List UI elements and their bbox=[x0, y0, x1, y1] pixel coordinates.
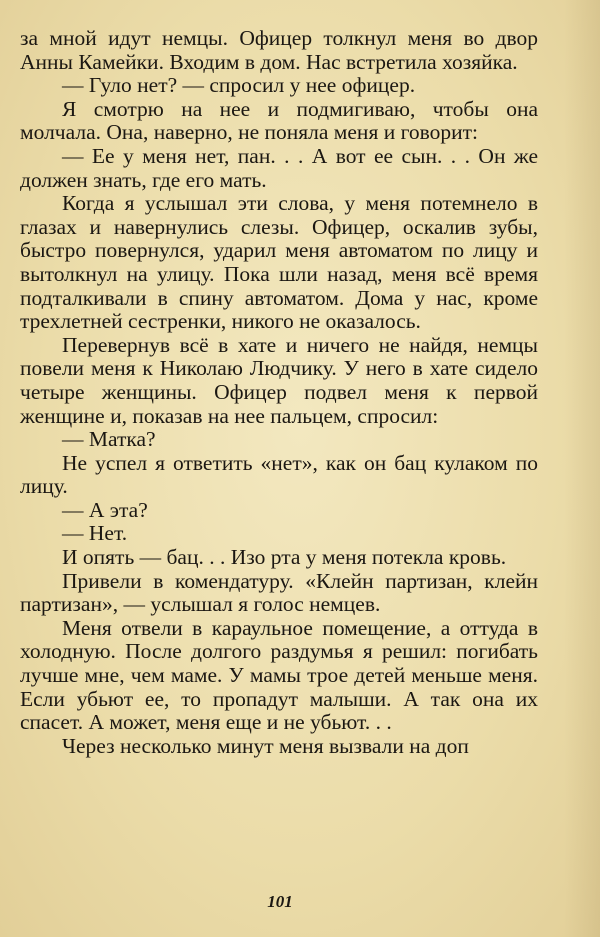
paragraph: И опять — бац. . . Изо рта у меня потекла кровь. bbox=[62, 545, 507, 570]
paragraph: Перевернув всё в хате и ничего не найдя, немцы повели меня к Николаю Людчику. У него в хате сидело четыре женщины. Офицер подвел меня к первой женщине и, показав на нее пальцем, спросил: bbox=[20, 332, 538, 428]
paragraph: — Нет. bbox=[62, 521, 128, 546]
paragraph: Привели в комендатуру. «Клейн партизан, клейн партизан», — услышал я голос немцев. bbox=[20, 568, 538, 617]
paragraph: Я смотрю на нее и подмигиваю, чтобы она молчала. Она, наверно, не поняла меня и говорит: bbox=[20, 96, 538, 145]
paragraph: — А эта? bbox=[62, 497, 148, 522]
paragraph: Когда я услышал эти слова, у меня потемнело в глазах и навернулись слезы. Офицер, оскалив зубы, быстро повернулся, ударил меня автоматом по лицу и вытолкнул на улицу. Пока шли назад, меня всё время подталкивали в спину автоматом. Дома у нас, кроме трехлетней сестренки, никого не оказалось. bbox=[20, 191, 538, 334]
paragraph: за мной идут немцы. Офицер толкнул меня во двор Анны Камейки. Входим в дом. Нас встретила хозяйка. bbox=[20, 26, 538, 74]
body-text bbox=[20, 27, 538, 758]
page-edge-shadow bbox=[564, 0, 600, 937]
paragraph: — Матка? bbox=[62, 427, 156, 452]
page-number: 101 bbox=[267, 892, 293, 911]
paragraph: — Ее у меня нет, пан. . . А вот ее сын. . . Он же должен знать, где его мать. bbox=[20, 143, 538, 192]
paragraph: Через несколько минут меня вызвали на доп bbox=[62, 733, 469, 758]
paragraph: Меня отвели в караульное помещение, а оттуда в холодную. После долгого раздумья я решил: погибать лучше мне, чем маме. У мамы трое детей меньше меня. Если убьют ее, то пропадут малыши. А так она их спасет. А может, меня еще и не убьют. . . bbox=[20, 615, 538, 735]
paragraph: — Гуло нет? — спросил у нее офицер. bbox=[62, 73, 416, 98]
paragraph: Не успел я ответить «нет», как он бац кулаком по лицу. bbox=[20, 450, 538, 499]
